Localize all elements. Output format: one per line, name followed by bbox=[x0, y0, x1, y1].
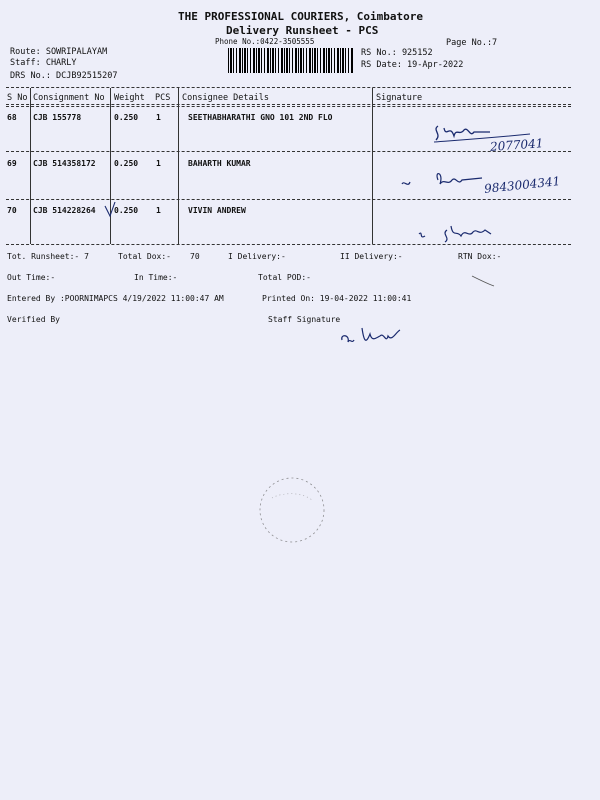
out-time: Out Time:- bbox=[7, 273, 56, 282]
column-header-consignment: Consignment No bbox=[33, 93, 105, 103]
header-bottom-rule bbox=[6, 104, 571, 105]
in-time: In Time:- bbox=[134, 273, 178, 282]
column-header-sno: S No bbox=[7, 93, 28, 103]
column-divider bbox=[110, 88, 111, 244]
column-header-pcs: PCS bbox=[155, 93, 171, 103]
signature-scribble-69 bbox=[398, 166, 488, 196]
column-header-signature: Signature bbox=[376, 93, 423, 103]
row-sno: 70 bbox=[7, 206, 17, 215]
barcode bbox=[228, 48, 354, 73]
row-rule bbox=[6, 199, 571, 200]
row-consignee: BAHARTH KUMAR bbox=[188, 159, 251, 168]
row-pcs: 1 bbox=[156, 113, 161, 122]
entered-by: Entered By :POORNIMAPCS 4/19/2022 11:00:47 AM bbox=[7, 294, 224, 303]
row-weight: 0.250 bbox=[114, 206, 139, 215]
row-pcs: 1 bbox=[156, 206, 161, 215]
total-dox-value: 70 bbox=[190, 252, 200, 261]
row-consignee: SEETHABHARATHI GNO 101 2ND FLO bbox=[188, 113, 333, 122]
rs-date: RS Date: 19-Apr-2022 bbox=[361, 60, 464, 70]
signature-scribble-70 bbox=[415, 220, 505, 246]
i-delivery: I Delivery:- bbox=[228, 252, 286, 261]
route: Route: SOWRIPALAYAM bbox=[10, 47, 108, 57]
signature-phone-68: 2077041 bbox=[489, 136, 544, 154]
pen-stroke bbox=[470, 274, 496, 288]
phone-number: Phone No.:0422-3505555 bbox=[215, 37, 315, 46]
rs-number: RS No.: 925152 bbox=[361, 48, 433, 58]
page-number: Page No.:7 bbox=[446, 38, 498, 48]
staff: Staff: CHARLY bbox=[10, 58, 77, 68]
total-pod: Total POD:- bbox=[258, 273, 311, 282]
column-divider bbox=[30, 88, 31, 244]
header-bottom-rule-2 bbox=[6, 106, 571, 107]
rtn-dox: RTN Dox:- bbox=[458, 252, 502, 261]
row-sno: 68 bbox=[7, 113, 17, 122]
row-weight: 0.250 bbox=[114, 159, 139, 168]
row-consignee: VIVIN ANDREW bbox=[188, 206, 246, 215]
column-header-weight: Weight bbox=[114, 93, 145, 103]
row-weight: 0.250 bbox=[114, 113, 139, 122]
column-divider bbox=[372, 88, 373, 244]
document-title: Delivery Runsheet - PCS bbox=[226, 24, 379, 37]
verified-by-label: Verified By bbox=[7, 315, 60, 324]
table-top-rule bbox=[6, 87, 571, 88]
signature-phone-69: 9843004341 bbox=[483, 174, 561, 196]
column-divider bbox=[178, 88, 179, 244]
printed-on: Printed On: 19-04-2022 11:00:41 bbox=[262, 294, 412, 303]
tick-mark bbox=[103, 200, 117, 218]
total-dox-label: Total Dox:- bbox=[118, 252, 171, 261]
total-runsheet: Tot. Runsheet:- 7 bbox=[7, 252, 89, 261]
faint-stamp bbox=[252, 470, 332, 550]
row-consignment: CJB 514358172 bbox=[33, 159, 96, 168]
staff-signature-scribble bbox=[338, 322, 408, 350]
row-pcs: 1 bbox=[156, 159, 161, 168]
row-consignment: CJB 155778 bbox=[33, 113, 82, 122]
row-consignment: CJB 514228264 bbox=[33, 206, 96, 215]
column-header-consignee: Consignee Details bbox=[182, 93, 269, 103]
drs-number: DRS No.: DCJB92515207 bbox=[10, 71, 118, 81]
row-sno: 69 bbox=[7, 159, 17, 168]
ii-delivery: II Delivery:- bbox=[340, 252, 403, 261]
staff-signature-label: Staff Signature bbox=[268, 315, 341, 324]
company-name: THE PROFESSIONAL COURIERS, Coimbatore bbox=[178, 10, 424, 23]
